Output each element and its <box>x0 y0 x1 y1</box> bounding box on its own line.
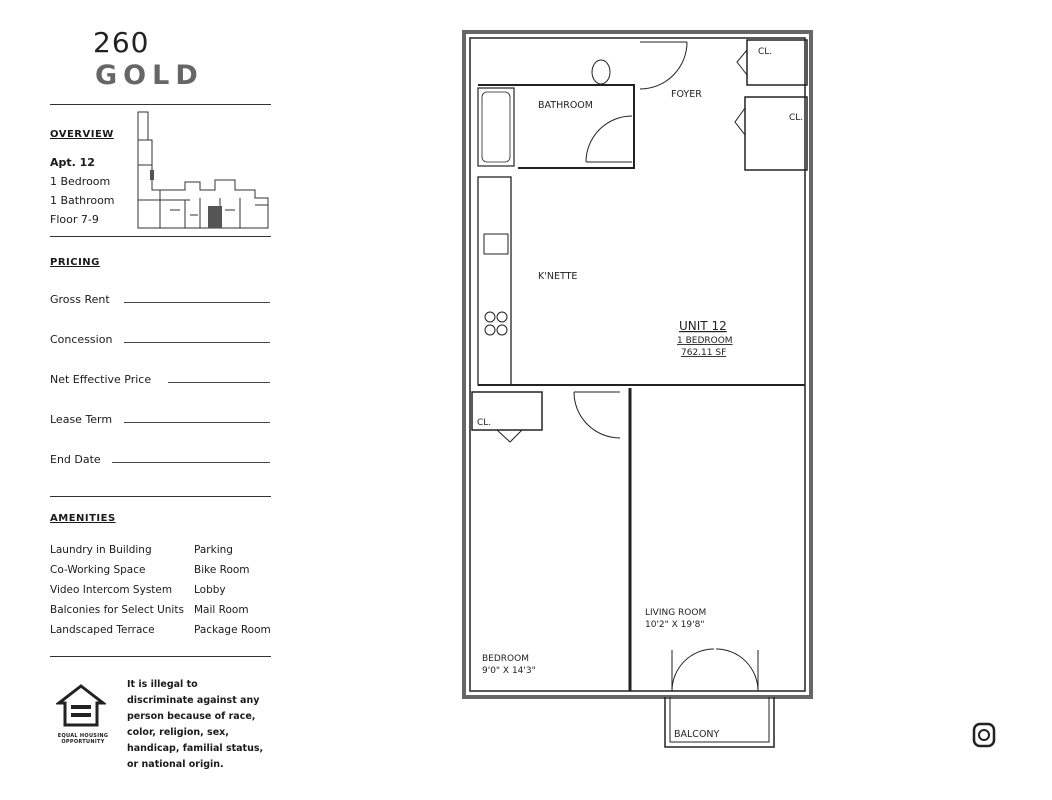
unit-area: 762.11 SF <box>681 348 727 358</box>
net-effective-field[interactable] <box>168 382 270 383</box>
amenities-title: AMENITIES <box>50 513 116 524</box>
gross-rent-field[interactable] <box>124 302 270 303</box>
bathroom-count: 1 Bathroom <box>50 194 115 207</box>
gross-rent-label: Gross Rent <box>50 293 110 306</box>
amenity-item: Landscaped Terrace <box>50 624 155 636</box>
pricing-title: PRICING <box>50 257 100 268</box>
unit-type: 1 BEDROOM <box>677 336 733 346</box>
apt-number: Apt. 12 <box>50 156 95 169</box>
closet-label: CL. <box>758 47 773 57</box>
foyer-label: FOYER <box>671 89 702 100</box>
key-plan-diagram <box>130 110 272 232</box>
divider <box>50 236 271 237</box>
amenity-item: Laundry in Building <box>50 544 152 556</box>
floor-range: Floor 7-9 <box>50 213 99 226</box>
overview-title: OVERVIEW <box>50 129 114 140</box>
lease-term-label: Lease Term <box>50 413 113 426</box>
fair-housing-notice: It is illegal to discriminate against any person because of race, color, religion, sex, handicap, familial status, or national origin. <box>127 679 264 770</box>
equal-housing-caption: EQUAL HOUSING OPPORTUNITY <box>57 733 109 745</box>
amenity-item: Parking <box>194 544 233 556</box>
floor-plan <box>462 30 822 755</box>
bedroom-count: 1 Bedroom <box>50 175 111 188</box>
amenity-item: Package Room <box>194 624 271 636</box>
corner-logo-icon <box>972 722 996 748</box>
amenity-item: Bike Room <box>194 564 250 576</box>
closet-label: CL. <box>477 418 492 428</box>
amenity-item: Mail Room <box>194 604 249 616</box>
amenity-item: Video Intercom System <box>50 584 173 596</box>
bedroom-dims: 9'0" X 14'3" <box>482 666 536 676</box>
unit-title: UNIT 12 <box>679 319 727 333</box>
divider <box>50 104 271 105</box>
living-room-label: LIVING ROOM <box>645 608 707 618</box>
living-room-dims: 10'2" X 19'8" <box>645 620 705 630</box>
end-date-field[interactable] <box>112 462 270 463</box>
end-date-label: End Date <box>50 453 101 466</box>
divider <box>50 656 271 657</box>
closet-label: CL. <box>789 113 804 123</box>
concession-field[interactable] <box>124 342 270 343</box>
equal-housing-icon <box>56 683 106 731</box>
divider <box>50 496 271 497</box>
concession-label: Concession <box>50 333 113 346</box>
bedroom-label: BEDROOM <box>482 654 529 664</box>
bathroom-label: BATHROOM <box>538 100 593 111</box>
net-effective-label: Net Effective Price <box>50 373 152 386</box>
amenity-item: Lobby <box>194 584 226 596</box>
amenity-item: Balconies for Select Units <box>50 604 184 616</box>
balcony-label: BALCONY <box>674 729 720 740</box>
kitchenette-label: K'NETTE <box>538 271 578 282</box>
logo-number: 260 <box>93 26 150 59</box>
logo-word: GOLD <box>95 60 204 91</box>
amenity-item: Co-Working Space <box>50 564 146 576</box>
lease-term-field[interactable] <box>124 422 270 423</box>
